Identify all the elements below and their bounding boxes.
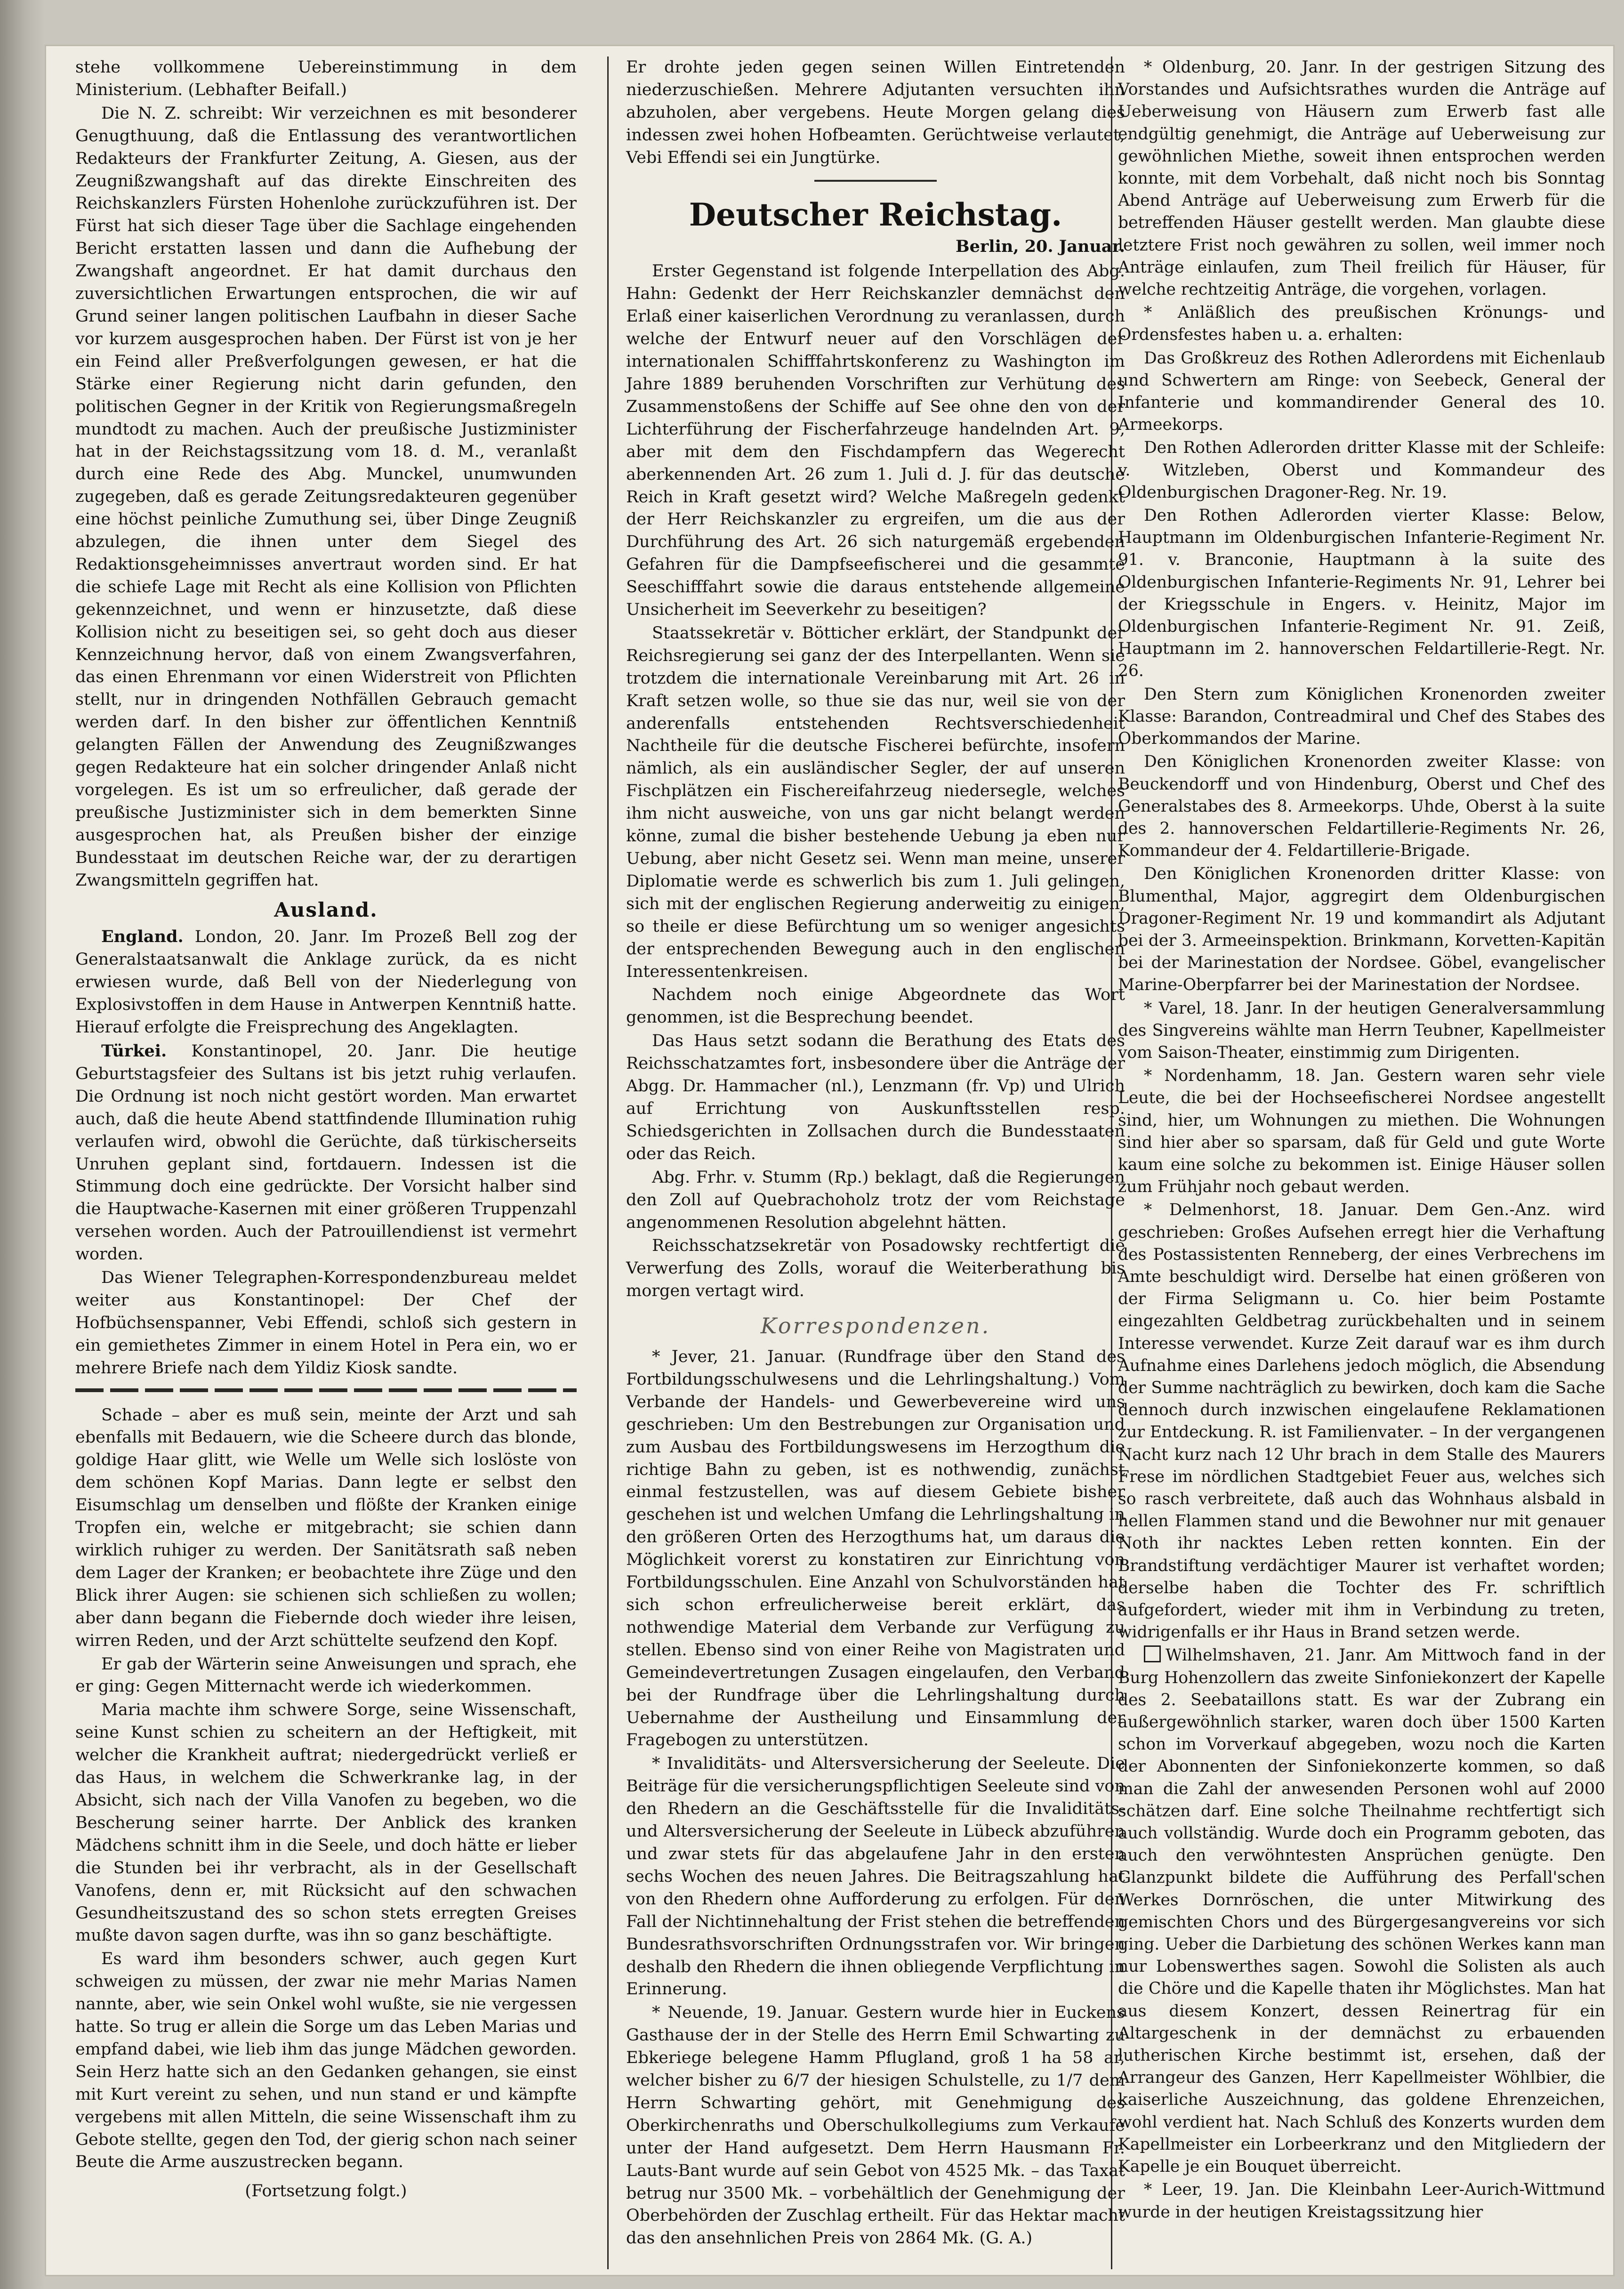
paragraph: Türkei. Konstantinopel, 20. Janr. Die heutige Geburtstagsfeier des Sultans ist bis jetzt ruhig verlaufen. Die Ordnung ist noch nicht gestört worden. Man erwartet auch, daß die heute Abend stattfindende Illumination ruhig verlaufen wird, obwohl die Gerüchte, daß türkischerseits Unruhen geplant sind, fortdauern. Indessen ist die Stimmung doch eine gedrückte. Der Vorsicht halber sind die Hauptwache-Kasernen mit einer größeren Truppenzahl versehen worden. Auch der Patrouillendienst ist vermehrt worden. <box>75 1041 577 1264</box>
dateline: Berlin, 20. Januar. <box>956 236 1125 256</box>
paragraph: * Delmenhorst, 18. Januar. Dem Gen.-Anz. wird geschrieben: Großes Aufsehen erregt hier die Verhaftung des Postassistenten Renneberg, der eines Verbrechens im Amte beschuldigt wird. Derselbe hat einen größeren von der Firma Seligmann u. Co. hier beim Postamte eingezahlten Geldbetrag zurückbehalten und in seinem Interesse verwendet. Kurze Zeit darauf war es ihm durch Aufnahme eines Darlehens jedoch möglich, die Absendung der Summe nachträglich zu bewirken, doch kam die Sache dennoch durch inzwischen eingelaufene Reklamationen zur Entdeckung. R. ist Familienvater. – In der vergangenen Nacht kurz nach 12 Uhr brach in dem Stalle des Maurers Frese im nördlichen Stadtgebiet Feuer aus, welches sich so rasch verbreitete, daß auch das Wohnhaus alsbald in hellen Flammen stand und die Bewohner nur mit genauer Noth ihr nacktes Leben retten konnten. Ein der Brandstiftung verdächtiger Maurer ist verhaftet worden; derselbe haben die Tochter des Fr. schriftlich aufgefordert, wieder mit ihm in Verbindung zu treten, widrigenfalls er ihr Haus in Brand setzen werde. <box>1118 1201 1605 1642</box>
feuilleton-paragraph: Schade – aber es muß sein, meinte der Arzt und sah ebenfalls mit Bedauern, wie die Scheere durch das blonde, goldige Haar glitt, wie Welle um Welle sich loslöste von dem schönen Kopf Marias. Dann legte er selbst den Eisumschlag um denselben und flößte der Kranken einige Tropfen ein, welche er mitgebracht; sie schien dann wirklich ruhiger zu werden. Der Sanitätsrath saß neben dem Lager der Kranken; er beobachtete ihre Züge und den Blick ihrer Augen: sie schienen sich schließen zu wollen; aber dann begann die Fiebernde doch wieder ihre leisen, wirren Reden, und der Arzt schüttelte seufzend den Kopf. <box>75 1405 577 1650</box>
paragraph: Den Königlichen Kronenorden zweiter Klasse: von Beuckendorff und von Hindenburg, Oberst und Chef des Generalstabes des 8. Armeekorps. Uhde, Oberst à la suite des 2. hannoverschen Feldartillerie-Regiments Nr. 26, Kommandeur der 4. Feldartillerie-Brigade. <box>1118 752 1605 861</box>
feuilleton-paragraph: Maria machte ihm schwere Sorge, seine Wissenschaft, seine Kunst schien zu scheitern an der Heftigkeit, mit welcher die Krankheit auftrat; niedergedrückt verließ er das Haus, in welchem die Schwerkranke lag, in der Absicht, sich nach der Villa Vanofen zu begeben, wo die Bescherung seiner harrte. Der Anblick des kranken Mädchens schnitt ihm in die Seele, und doch hätte er lieber die Stunden bei ihr verbracht, als in der Gesellschaft Vanofens, denn er, mit Rücksicht auf den schwachen Gesundheitszustand des so schon stets erregten Greises mußte davon sagen durfte, was ihn so ganz beschäftigte. <box>75 1701 577 1945</box>
paragraph: Nachdem noch einige Abgeordnete das Wort genommen, ist die Besprechung beendet. <box>626 985 1125 1027</box>
paragraph: Reichsschatzsekretär von Posadowsky rechtfertigt die Verwerfung des Zolls, worauf die Weiterberathung bis morgen vertagt wird. <box>626 1236 1125 1301</box>
column-2 <box>626 56 1125 2251</box>
paragraph: * Oldenburg, 20. Janr. In der gestrigen Sitzung des Vorstandes und Aufsichtsrathes wurden die Anträge auf Ueberweisung von Häusern zum Erwerb fast alle endgültig genehmigt, die Anträge auf Ueberweisung zur gewöhnlichen Miethe, soweit ihnen entsprochen werden konnte, mit dem Vorbehalt, daß nicht noch bis Sonntag Abend Anträge auf Ueberweisung zum Erwerb für die betreffenden Häuser gestellt werden. Man glaubte diese letztere Frist noch gewähren zu sollen, weil immer noch Anträge einlaufen, zum Theil freilich für Häuser, für welche rechtzeitig Anträge, die vorgehen, vorlagen. <box>1118 58 1605 299</box>
paragraph: * Anläßlich des preußischen Krönungs- und Ordensfestes haben u. a. erhalten: <box>1118 303 1605 345</box>
paragraph: * Neuende, 19. Januar. Gestern wurde hier in Euckens Gasthause der in der Stelle des Herrn Emil Schwarting zu Ebkeriege belegene Hamm Pflugland, groß 1 ha 58 ar, welcher bisher zu 6/7 der hiesigen Schulstelle, zu 1/7 dem Herrn Schwarting gehört, mit Genehmigung des Oberkirchenraths und Oberschulkollegiums zum Verkaufe unter der Hand aufgesetzt. Dem Herrn Hausmann Fr. Lauts-Bant wurde auf sein Gebot von 4525 Mk. – das Taxat betrug nur 3500 Mk. – vorbehältlich der Genehmigung der Oberbehörden der Zuschlag ertheilt. Für das Hektar macht das den ansehnlichen Preis von 2864 Mk. (G. A.) <box>626 2003 1125 2248</box>
paragraph: Erster Gegenstand ist folgende Interpellation des Abg. Hahn: Gedenkt der Herr Reichskanzler demnächst den Erlaß einer kaiserlichen Verordnung zu veranlassen, durch welche der Entwurf neuer auf den Vorschlägen der internationalen Schifffahrtskonferenz zu Washington im Jahre 1889 beruhenden Vorschriften zur Verhütung des Zusammenstoßens der Schiffe auf See ohne den von der Lichterführung der Fischerfahrzeuge handelnden Art. 9, aber mit dem den Fischdampfern das Wegerecht aberkennenden Art. 26 zum 1. Juli d. J. für das deutsche Reich in Kraft gesetzt wird? Welche Maßregeln gedenkt der Herr Reichskanzler zu ergreifen, um die aus der Durchführung des Art. 26 sich naturgemäß ergebenden Gefahren für die Dampfseefischerei und die gesammte Seeschifffahrt sowie die daraus entstehende allgemeine Unsicherheit im Seeverkehr zu beseitigen? <box>626 262 1125 620</box>
paragraph: Staatssekretär v. Bötticher erklärt, der Standpunkt der Reichsregierung sei ganz der des Interpellanten. Wenn sie trotzdem die internationale Vereinbarung mit Art. 26 in Kraft setzen wolle, so thue sie das nur, weil sie von der anderenfalls entstehenden Rechtsverschiedenheit Nachtheile für die deutsche Fischerei befürchte, insofern nämlich, als ein ausländischer Segler, der auf unseren Fischplätzen ein Fischereifahrzeug niedersegle, welches ihm nicht ausweiche, von uns gar nicht belangt werden könne, zumal die bisher bestehende Uebung ja eben nur Uebung, aber nicht Gesetz sei. Wenn man meine, unserer Diplomatie werde es schwerlich bis zum 1. Juli gelingen, sich mit der englischen Regierung anderweitig zu einigen, so theile er diese Befürchtung um so weniger angesichts der entsprechenden Bewegung auch in den englischen Interessentenkreisen. <box>626 623 1125 981</box>
square-box-icon <box>1144 1645 1161 1662</box>
paragraph: * Invaliditäts- und Altersversicherung der Seeleute. Die Beiträge für die versicherungspflichtigen Seeleute sind von den Rhedern an die Geschäftsstelle für die Invaliditäts- und Altersversicherung der Seeleute in Lübeck abzuführen und zwar stets für das abgelaufene Jahr in den ersten sechs Wochen des neuen Jahres. Die Beitragszahlung hat von den Rhedern ohne Aufforderung zu erfolgen. Für den Fall der Nichtinnehaltung der Frist stehen die betreffenden Bundesrathsvorschriften Ordnungsstrafen vor. Wir bringen deshalb den Rhedern die ihnen obliegende Verpflichtung in Erinnerung. <box>626 1754 1125 1999</box>
paragraph: * Leer, 19. Jan. Die Kleinbahn Leer-Aurich-Wittmund wurde in der heutigen Kreistagssitzung hier <box>1118 2180 1605 2222</box>
paragraph: stehe vollkommene Uebereinstimmung in dem Ministerium. (Lebhafter Beifall.) <box>75 58 577 99</box>
paragraph: Das Großkreuz des Rothen Adlerordens mit Eichenlaub und Schwertern am Ringe: von Seebeck, General der Infanterie und kommandirender General des 10. Armeekorps. <box>1118 348 1605 435</box>
paragraph: England. London, 20. Janr. Im Prozeß Bell zog der Generalstaatsanwalt die Anklage zurück, da es nicht erwiesen wurde, daß Bell von der Niederlegung von Explosivstoffen in dem Hause in Antwerpen Kenntniß hatte. Hierauf erfolgte die Freisprechung des Angeklagten. <box>75 927 577 1037</box>
continuation-note: (Fortsetzung folgt.) <box>245 2182 407 2201</box>
country-heading: Türkei. <box>101 1041 167 1061</box>
paragraph: Den Rothen Adlerorden dritter Klasse mit der Schleife: v. Witzleben, Oberst und Kommandeur des Oldenburgischen Dragoner-Reg. Nr. 19. <box>1118 438 1605 502</box>
column-rule <box>607 56 609 2269</box>
column-3 <box>1118 56 1605 2225</box>
paragraph: Den Stern zum Königlichen Kronenorden zweiter Klasse: Barandon, Contreadmiral und Chef des Stabes des Oberkommandos der Marine. <box>1118 685 1605 749</box>
paragraph: Abg. Frhr. v. Stumm (Rp.) beklagt, daß die Regierungen den Zoll auf Quebrachoholz trotz der vom Reichstage angenommenen Resolution abgelehnt hätten. <box>626 1168 1125 1232</box>
feuilleton-paragraph: Er gab der Wärterin seine Anweisungen und sprach, ehe er ging: Gegen Mitternacht werde ich wiederkommen. <box>75 1654 577 1696</box>
paragraph: Wilhelmshaven, 21. Janr. Am Mittwoch fand in der Burg Hohenzollern das zweite Sinfoniekonzert der Kapelle des 2. Seebataillons statt. Es war der Zubrang ein außergewöhnlich starker, waren doch über 1500 Karten schon im Vorverkauf abgegeben, wozu noch die Karten der Abonnenten der Sinfoniekonzerte kommen, so daß man die Zahl der anwesenden Personen wohl auf 2000 schätzen darf. Eine solche Theilnahme rechtfertigt sich auch vollständig. Wurde doch ein Programm geboten, das auch den verwöhntesten Ansprüchen genügte. Den Glanzpunkt bildete die Aufführung des Perfall'schen Werkes Dornröschen, die unter Mitwirkung des gemischten Chors und des Bürgergesangvereins vor sich ging. Ueber die Darbietung des schönen Werkes kann man nur Lobenswerthes sagen. Sowohl die Solisten als auch die Chöre und die Kapelle thaten ihr Möglichstes. Man hat aus diesem Konzert, dessen Reinertrag für ein Altargeschenk in der demnächst zu erbauenden lutherischen Kirche bestimmt ist, ersehen, daß der Arrangeur des Ganzen, Herr Kapellmeister Wöhlbier, die kaiserliche Auszeichnung, das goldene Ehrenzeichen, wohl verdient hat. Nach Schluß des Konzerts wurden dem Kapellmeister ein Lorbeerkranz und den Mitgliedern der Kapelle je ein Bouquet überreicht. <box>1118 1646 1605 2176</box>
paragraph: * Nordenhamm, 18. Jan. Gestern waren sehr viele Leute, die bei der Hochseefischerei Nordsee angestellt sind, hier, um Wohnungen zu miethen. Die Wohnungen sind hier aber so sparsam, daß für Geld und gute Worte kaum eine solche zu bekommen ist. Einige Häuser sollen zum Frühjahr noch gebaut werden. <box>1118 1066 1605 1197</box>
column-1 <box>75 56 577 2203</box>
feuilleton-paragraph: Es ward ihm besonders schwer, auch gegen Kurt schweigen zu müssen, der zwar nie mehr Marias Namen nannte, aber, wie sein Onkel wohl wußte, sie nie vergessen hatte. So trug er allein die Sorge um das Leben Marias und empfand dabei, wie lieb ihm das junge Mädchen geworden. Sein Herz hatte sich an den Gedanken gehangen, sie einst mit Kurt vereint zu sehen, und nun stand er und kämpfte vergebens mit allen Mitteln, die seine Wissenschaft ihm zu Gebote stellte, gegen den Tod, der gierig schon nach seiner Beute die Arme auszustrecken begann. <box>75 1950 577 2172</box>
paragraph: Den Rothen Adlerorden vierter Klasse: Below, Hauptmann im Oldenburgischen Infanterie-Regiment Nr. 91. v. Branconie, Hauptmann à la suite des Oldenburgischen Infanterie-Regiments Nr. 91, Lehrer bei der Kriegsschule in Engers. v. Heinitz, Major im Oldenburgischen Infanterie-Regiment Nr. 91. Zeiß, Hauptmann im 2. hannoverschen Feldartillerie-Regt. Nr. 26. <box>1118 506 1605 681</box>
section-heading: Deutscher Reichstag. <box>689 196 1062 233</box>
section-heading: Korrespondenzen. <box>760 1313 991 1339</box>
feuilleton-divider <box>75 1388 577 1392</box>
book-spine <box>0 0 45 2289</box>
paragraph: Das Wiener Telegraphen-Korrespondenzbureau meldet weiter aus Konstantinopel: Der Chef der Hofbüchsenspanner, Vebi Effendi, schloß sich gestern in ein gemiethetes Zimmer in einem Hotel in Pera ein, wo er mehrere Briefe nach dem Yildiz Kiosk sandte. <box>75 1268 577 1378</box>
section-heading: Ausland. <box>274 898 378 921</box>
country-heading: England. <box>101 927 184 947</box>
paragraph: Er drohte jeden gegen seinen Willen Eintretenden niederzuschießen. Mehrere Adjutanten versuchten ihn abzuholen, aber vergebens. Heute Morgen gelang dies indessen zwei hohen Hofbeamten. Gerüchtweise verlautet, Vebi Effendi sei ein Jungtürke. <box>626 58 1125 167</box>
divider <box>814 180 937 182</box>
paragraph: Das Haus setzt sodann die Berathung des Etats des Reichsschatzamtes fort, insbesondere über die Anträge der Abgg. Dr. Hammacher (nl.), Lenzmann (fr. Vp) und Ulrich auf Errichtung von Auskunftsstellen resp. Schiedsgerichten in Zollsachen durch die Bundesstaaten oder das Reich. <box>626 1032 1125 1163</box>
paragraph: Den Königlichen Kronenorden dritter Klasse: von Blumenthal, Major, aggregirt dem Oldenburgischen Dragoner-Regiment Nr. 19 und kommandirt als Adjutant bei der 3. Armeeinspektion. Brinkmann, Korvetten-Kapitän bei der Marinestation der Nordsee. Göbel, evangelischer Marine-Oberpfarrer bei der Marinestation der Nordsee. <box>1118 864 1605 995</box>
paragraph: * Varel, 18. Janr. In der heutigen Generalversammlung des Singvereins wählte man Herrn Teubner, Kapellmeister vom Saison-Theater, einstimmig zum Dirigenten. <box>1118 999 1605 1062</box>
paragraph: Die N. Z. schreibt: Wir verzeichnen es mit besonderer Genugthuung, daß die Entlassung des verantwortlichen Redakteurs der Frankfurter Zeitung, A. Giesen, aus der Zeugnißzwangshaft auf das direkte Einschreiten des Reichskanzlers Fürsten Hohenlohe zurückzuführen ist. Der Fürst hat sich dieser Tage über die Sachlage eingehenden Bericht erstatten lassen und dann die Aufhebung der Zwangshaft angeordnet. Er hat damit durchaus den zuversichtlichen Erwartungen entsprochen, die wir auf Grund seiner langen politischen Laufbahn in dieser Sache vor kurzem ausgesprochen haben. Der Fürst ist von je her ein Feind aller Preßverfolgungen gewesen, er hat die Stärke einer Regierung nicht darin gefunden, den politischen Gegner in der Kritik von Regierungsmaßregeln mundtodt zu machen. Auch der preußische Justizminister hat in der Reichstagssitzung vom 18. d. M., veranlaßt durch eine Rede des Abg. Munckel, unumwunden zugegeben, daß es gerade Zeitungsredakteuren gegenüber eine höchst peinliche Zumuthung sei, über Dinge Zeugniß abzulegen, die ihnen unter dem Siegel des Redaktionsgeheimnisses anvertraut worden sind. Er hat die schiefe Lage mit Recht als eine Kollision von Pflichten gekennzeichnet, und wenn er hinzusetzte, daß diese Kollision nicht zu beseitigen sei, so geht doch aus dieser Kennzeichnung hervor, daß von einem Zwangsverfahren, das einen Ehrenmann vor einen Widerstreit von Pflichten stellt, nur in dringenden Nothfällen Gebrauch gemacht werden darf. In den bisher zur öffentlichen Kenntniß gelangten Fällen der Anwendung des Zeugnißzwanges gegen Redakteure hat ein solcher dringender Anlaß nicht vorgelegen. Es ist um so erfreulicher, daß gerade der preußische Justizminister sich in dem bemerkten Sinne ausgesprochen hat, als Preußen bisher der einzige Bundesstaat im deutschen Reiche war, der zu derartigen Zwangsmitteln gegriffen hat. <box>75 104 577 890</box>
paragraph: * Jever, 21. Januar. (Rundfrage über den Stand des Fortbildungsschulwesens und die Lehrlingshaltung.) Vom Verbande der Handels- und Gewerbevereine wird uns geschrieben: Um den Bestrebungen zur Organisation und zum Ausbau des Fortbildungswesens im Herzogthum die richtige Bahn zu geben, ist es nothwendig, zunächst einmal festzustellen, was auf diesem Gebiete bisher geschehen ist und welchen Umfang die Lehrlingshaltung in den größeren Orten des Herzogthums hat, um daraus die Möglichkeit vorerst zu konstatiren zur Einrichtung von Fortbildungsschulen. Eine Anzahl von Schulvorständen hat sich schon erfreulicherweise bereit erklärt, das nothwendige Material dem Verbande zur Verfügung zu stellen. Ebenso sind von einer Reihe von Magistraten und Gemeindevertretungen Zusagen eingelaufen, den Verband bei der Rundfrage über die Lehrlingshaltung durch Uebernahme der Austheilung und Einsammlung der Fragebogen zu unterstützen. <box>626 1347 1125 1750</box>
